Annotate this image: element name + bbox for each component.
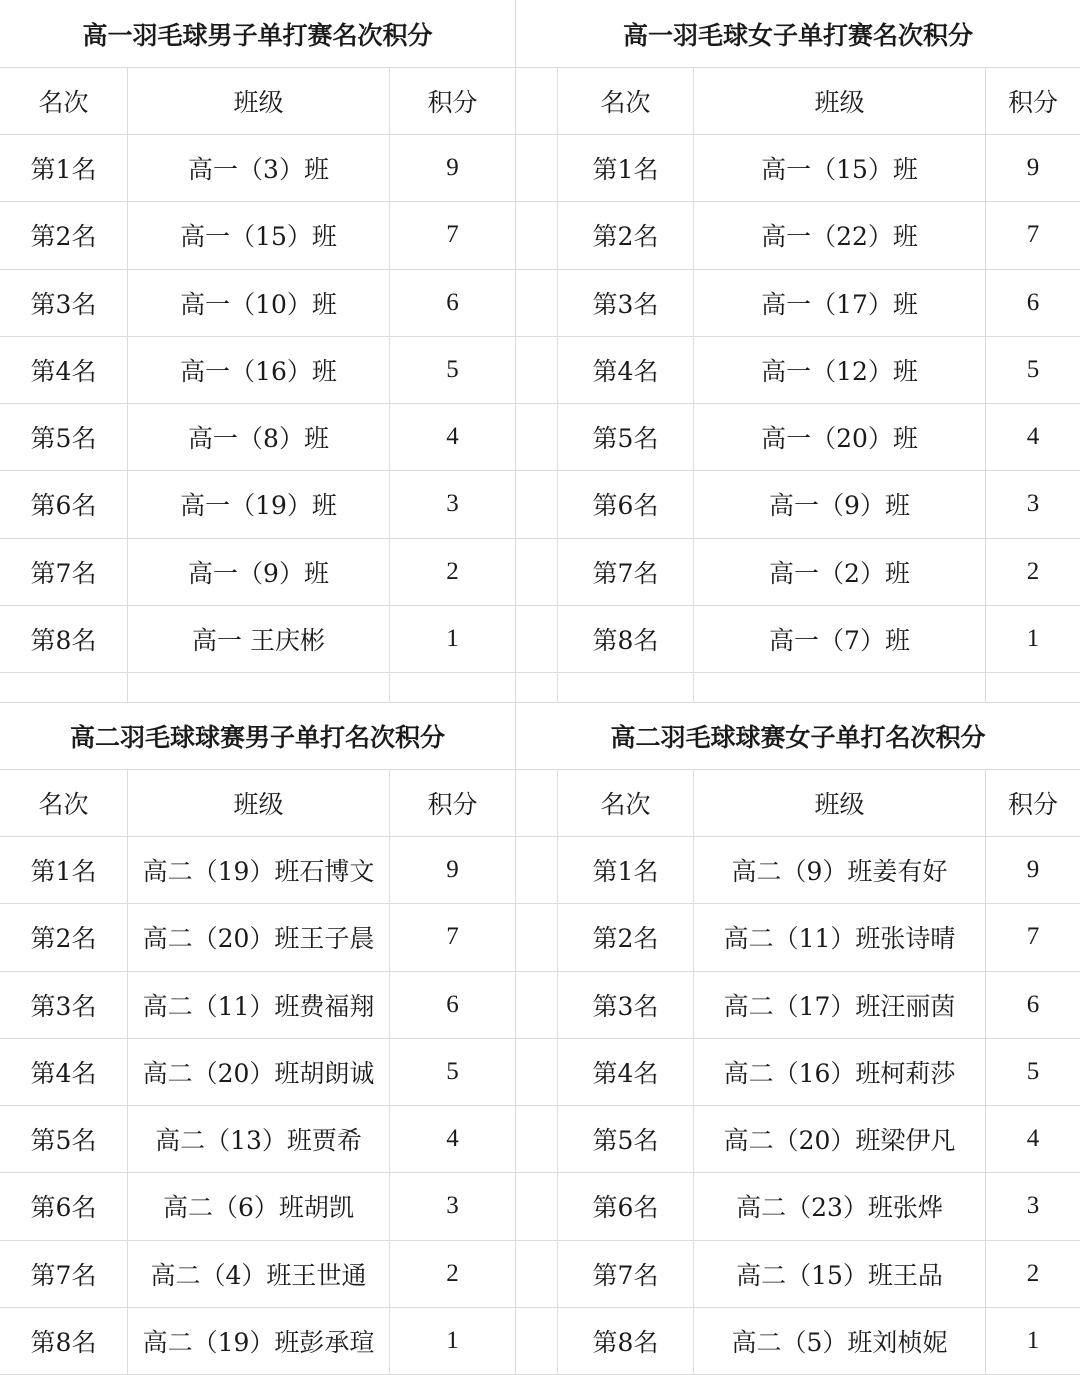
rank-cell: 第8名	[0, 1308, 128, 1374]
col-header-rank: 名次	[558, 770, 694, 836]
class-cell: 高二（19）班彭承瑄	[128, 1308, 390, 1374]
score-cell: 3	[1026, 490, 1040, 518]
class-cell: 高二（11）班张诗晴	[694, 904, 986, 970]
class-cell: 高一（9）班	[694, 471, 986, 537]
class-cell: 高二（23）班张烨	[694, 1173, 986, 1239]
col-header-score: 积分	[1007, 88, 1058, 117]
col-header-rank: 名次	[558, 68, 694, 134]
grade1-boys-title: 高一羽毛球男子单打赛名次积分	[0, 0, 516, 67]
spacer-cell	[516, 904, 558, 970]
table-row	[0, 1106, 1080, 1173]
score-cell: 9	[1026, 154, 1040, 182]
class-cell: 高一（16）班	[128, 337, 390, 403]
col-header-class: 班级	[128, 68, 390, 134]
class-cell: 高二（9）班姜有好	[694, 837, 986, 903]
rank-cell: 第6名	[558, 1173, 694, 1239]
score-cell: 9	[390, 837, 516, 903]
table-row	[0, 1308, 1080, 1375]
score-cell: 1	[1026, 1326, 1040, 1354]
empty-cell	[986, 673, 1080, 702]
col-header-score: 积分	[390, 770, 516, 836]
grade1-girls-title: 高一羽毛球女子单打赛名次积分	[622, 20, 973, 50]
score-cell: 3	[1026, 1192, 1040, 1220]
score-cell: 6	[390, 972, 516, 1038]
class-cell: 高一（22）班	[694, 202, 986, 268]
rank-cell: 第2名	[0, 202, 128, 268]
score-cell: 4	[1026, 423, 1040, 451]
spacer-cell	[516, 1173, 558, 1239]
rank-cell: 第7名	[0, 1241, 128, 1307]
rank-cell: 第7名	[558, 1241, 694, 1307]
rank-cell: 第7名	[558, 539, 694, 605]
empty-cell	[516, 673, 558, 702]
score-cell: 5	[390, 337, 516, 403]
spacer-cell	[516, 1106, 558, 1172]
table-row	[0, 1241, 1080, 1308]
spacer-cell	[516, 68, 558, 134]
table-row	[0, 471, 1080, 538]
class-cell: 高一（17）班	[694, 270, 986, 336]
rank-cell: 第3名	[558, 972, 694, 1038]
class-cell: 高二（20）班王子晨	[128, 904, 390, 970]
table-row	[0, 904, 1080, 971]
col-header-score: 积分	[390, 68, 516, 134]
table-row	[0, 539, 1080, 606]
table-row	[0, 837, 1080, 904]
rank-cell: 第1名	[558, 837, 694, 903]
score-cell: 7	[1026, 923, 1040, 951]
spacer-cell	[516, 337, 558, 403]
rank-cell: 第4名	[0, 337, 128, 403]
rank-cell: 第2名	[558, 904, 694, 970]
rank-cell: 第6名	[0, 471, 128, 537]
class-cell: 高二（20）班胡朗诚	[128, 1039, 390, 1105]
rank-cell: 第1名	[558, 135, 694, 201]
class-cell: 高一（3）班	[128, 135, 390, 201]
spacer-cell	[516, 837, 558, 903]
rank-cell: 第4名	[558, 337, 694, 403]
class-cell: 高一（10）班	[128, 270, 390, 336]
score-cell: 2	[390, 539, 516, 605]
rank-cell: 第3名	[558, 270, 694, 336]
score-cell: 9	[1026, 856, 1040, 884]
score-cell: 4	[1026, 1125, 1040, 1153]
class-cell: 高二（17）班汪丽茵	[694, 972, 986, 1038]
score-cell: 7	[1026, 221, 1040, 249]
spacer-cell	[516, 770, 558, 836]
score-cell: 4	[390, 404, 516, 470]
rank-cell: 第1名	[0, 135, 128, 201]
score-cell: 5	[390, 1039, 516, 1105]
score-cell: 4	[390, 1106, 516, 1172]
score-cell: 7	[390, 202, 516, 268]
header-row	[0, 770, 1080, 837]
class-cell: 高一 王庆彬	[128, 606, 390, 672]
grade2-girls-title: 高二羽毛球球赛女子单打名次积分	[610, 722, 986, 752]
class-cell: 高二（11）班费福翔	[128, 972, 390, 1038]
spacer-cell	[516, 471, 558, 537]
score-cell: 2	[390, 1241, 516, 1307]
spacer-cell	[516, 270, 558, 336]
table-row	[0, 337, 1080, 404]
grade2-boys-title: 高二羽毛球球赛男子单打名次积分	[0, 702, 516, 769]
score-cell: 9	[390, 135, 516, 201]
rank-cell: 第3名	[0, 270, 128, 336]
score-cell: 6	[1026, 288, 1040, 316]
score-cell: 2	[1026, 1259, 1040, 1287]
score-cell: 1	[390, 606, 516, 672]
rank-cell: 第8名	[0, 606, 128, 672]
spacer-cell	[516, 972, 558, 1038]
table-row	[0, 1039, 1080, 1106]
rank-cell: 第6名	[558, 471, 694, 537]
class-cell: 高一（20）班	[694, 404, 986, 470]
class-cell: 高二（5）班刘桢妮	[694, 1308, 986, 1374]
empty-cell	[390, 673, 516, 702]
score-cell: 3	[390, 1173, 516, 1239]
empty-cell	[128, 673, 390, 702]
score-cell: 3	[390, 471, 516, 537]
class-cell: 高一（8）班	[128, 404, 390, 470]
rank-cell: 第6名	[0, 1173, 128, 1239]
score-cell: 2	[1026, 557, 1040, 585]
rank-cell: 第7名	[0, 539, 128, 605]
col-header-score: 积分	[1007, 790, 1058, 819]
class-cell: 高二（4）班王世通	[128, 1241, 390, 1307]
table-row	[0, 972, 1080, 1039]
score-cell: 5	[1026, 1057, 1040, 1085]
spacer-cell	[516, 202, 558, 268]
table-row	[0, 270, 1080, 337]
col-header-class: 班级	[128, 770, 390, 836]
empty-cell	[558, 673, 694, 702]
score-cell: 7	[390, 904, 516, 970]
table-row	[0, 202, 1080, 269]
header-row	[0, 68, 1080, 135]
class-cell: 高一（9）班	[128, 539, 390, 605]
table-row	[0, 606, 1080, 673]
rank-cell: 第2名	[558, 202, 694, 268]
rank-cell: 第5名	[0, 404, 128, 470]
table-row	[0, 404, 1080, 471]
rank-cell: 第4名	[0, 1039, 128, 1105]
score-cell: 5	[1026, 355, 1040, 383]
class-cell: 高二（13）班贾希	[128, 1106, 390, 1172]
col-header-class: 班级	[694, 68, 986, 134]
empty-row	[0, 673, 1080, 703]
rank-cell: 第4名	[558, 1039, 694, 1105]
col-header-rank: 名次	[0, 68, 128, 134]
rank-cell: 第5名	[0, 1106, 128, 1172]
spacer-cell	[516, 539, 558, 605]
spacer-cell	[516, 135, 558, 201]
class-cell: 高一（15）班	[128, 202, 390, 268]
spacer-cell	[516, 404, 558, 470]
score-cell: 6	[1026, 990, 1040, 1018]
score-cell: 6	[390, 270, 516, 336]
title-row	[0, 0, 1080, 68]
class-cell: 高二（20）班梁伊凡	[694, 1106, 986, 1172]
rank-cell: 第3名	[0, 972, 128, 1038]
class-cell: 高二（15）班王品	[694, 1241, 986, 1307]
class-cell: 高二（19）班石博文	[128, 837, 390, 903]
col-header-class: 班级	[694, 770, 986, 836]
class-cell: 高二（16）班柯莉莎	[694, 1039, 986, 1105]
class-cell: 高一（7）班	[694, 606, 986, 672]
spacer-cell	[516, 1039, 558, 1105]
class-cell: 高一（12）班	[694, 337, 986, 403]
table-row	[0, 135, 1080, 202]
spacer-cell	[516, 1308, 558, 1374]
rank-cell: 第2名	[0, 904, 128, 970]
empty-cell	[694, 673, 986, 702]
rank-cell: 第5名	[558, 1106, 694, 1172]
col-header-rank: 名次	[0, 770, 128, 836]
score-cell: 1	[1026, 624, 1040, 652]
class-cell: 高一（19）班	[128, 471, 390, 537]
rank-cell: 第8名	[558, 606, 694, 672]
spacer-cell	[516, 606, 558, 672]
class-cell: 高一（15）班	[694, 135, 986, 201]
class-cell: 高二（6）班胡凯	[128, 1173, 390, 1239]
rank-cell: 第8名	[558, 1308, 694, 1374]
rank-cell: 第5名	[558, 404, 694, 470]
rank-cell: 第1名	[0, 837, 128, 903]
table-row	[0, 1173, 1080, 1240]
class-cell: 高一（2）班	[694, 539, 986, 605]
title-row	[0, 702, 1080, 770]
spacer-cell	[516, 1241, 558, 1307]
score-cell: 1	[390, 1308, 516, 1374]
empty-cell	[0, 673, 128, 702]
